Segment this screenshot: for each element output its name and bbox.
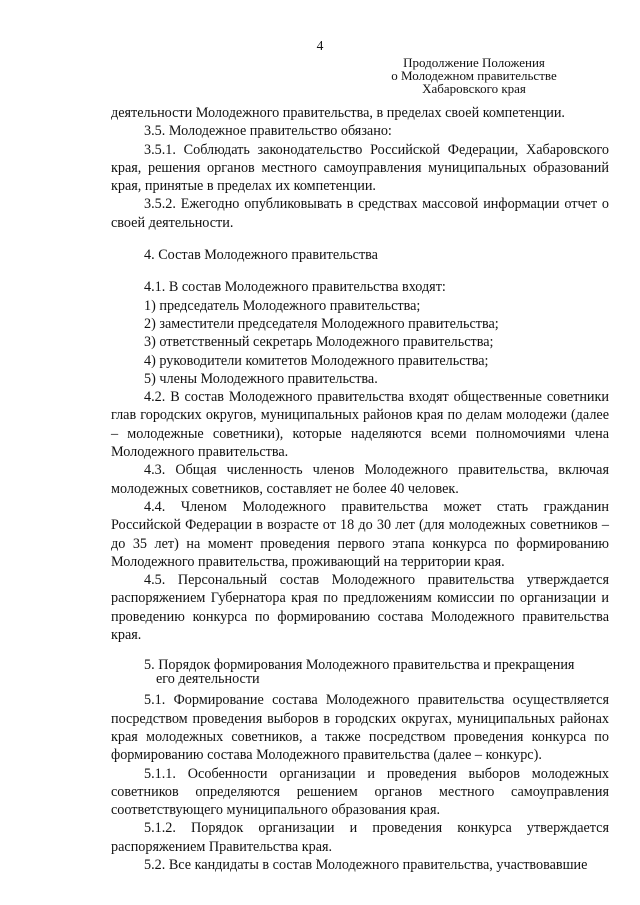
page-number: 4 [316,38,324,53]
list-item: 2) заместители председателя Молодежного правительства; [144,315,499,332]
list-item: 5) члены Молодежного правительства. [144,370,378,387]
paragraph: 5.1.1. Особенности организации и проведения выборов молодежных советников определяются решением органов местного самоуправления соответствующего муниципального образования края. [111,765,609,819]
section-title-line: его деятельности [156,671,260,688]
header-note [344,56,604,95]
header-note-line: Продолжение Положения [403,55,545,70]
paragraph: 5.1.2. Порядок организации и проведения конкурса утверждается распоряжением Правительства края. [111,820,609,855]
paragraph: 4.1. В состав Молодежного правительства входят: [144,279,446,296]
paragraph: 4.3. Общая численность членов Молодежного правительства, включая молодежных советников, составляет не более 40 человек. [111,462,609,497]
list-item: 3) ответственный секретарь Молодежного правительства; [144,334,494,351]
paragraph: 3.5. Молодежное правительство обязано: [144,123,392,140]
document-body [111,104,609,874]
header-note-line: Хабаровского края [422,81,526,96]
list-item: 1) председатель Молодежного правительства; [144,297,421,314]
header-note-line: о Молодежном правительстве [391,68,557,83]
paragraph: 5.2. Все кандидаты в состав Молодежного правительства, участвовавшие [144,856,588,873]
paragraph: 4.5. Персональный состав Молодежного правительства утверждается распоряжением Губернатора края по предложениям комиссии по организации и проведению конкурса по формированию состава Молодежного правительства края. [111,572,609,644]
section-title-line: 5. Порядок формирования Молодежного правительства и прекращения [144,657,575,674]
paragraph: 5.1. Формирование состава Молодежного правительства осуществляется посредством проведения выборов в городских округах, муниципальных районах края молодежных советников, а также посредством проведения конкурса по формированию состава Молодежного правительства (далее – конкурс). [111,692,609,764]
section-title: 4. Состав Молодежного правительства [144,247,378,264]
paragraph: 3.5.1. Соблюдать законодательство Российской Федерации, Хабаровского края, решения органов местного самоуправления муниципальных образований края, принятые в пределах их компетенции. [111,141,609,195]
paragraph: 4.4. Членом Молодежного правительства может стать гражданин Российской Федерации в возрасте от 18 до 30 лет (для молодежных советников – до 35 лет) на момент проведения первого этапа конкурса по формированию Молодежного правительства, проживающий на территории края. [111,498,609,570]
paragraph: 3.5.2. Ежегодно опубликовывать в средствах массовой информации отчет о своей деятельности. [111,196,609,231]
list-item: 4) руководители комитетов Молодежного правительства; [144,352,489,369]
section-title [111,658,609,686]
paragraph: деятельности Молодежного правительства, в пределах своей компетенции. [111,105,565,121]
paragraph: 4.2. В состав Молодежного правительства входят общественные советники глав городских округов, муниципальных районов края по делам молодежи (далее – молодежные советники), которые наделяются всеми полномочиями члена Молодежного правительства. [111,389,609,461]
